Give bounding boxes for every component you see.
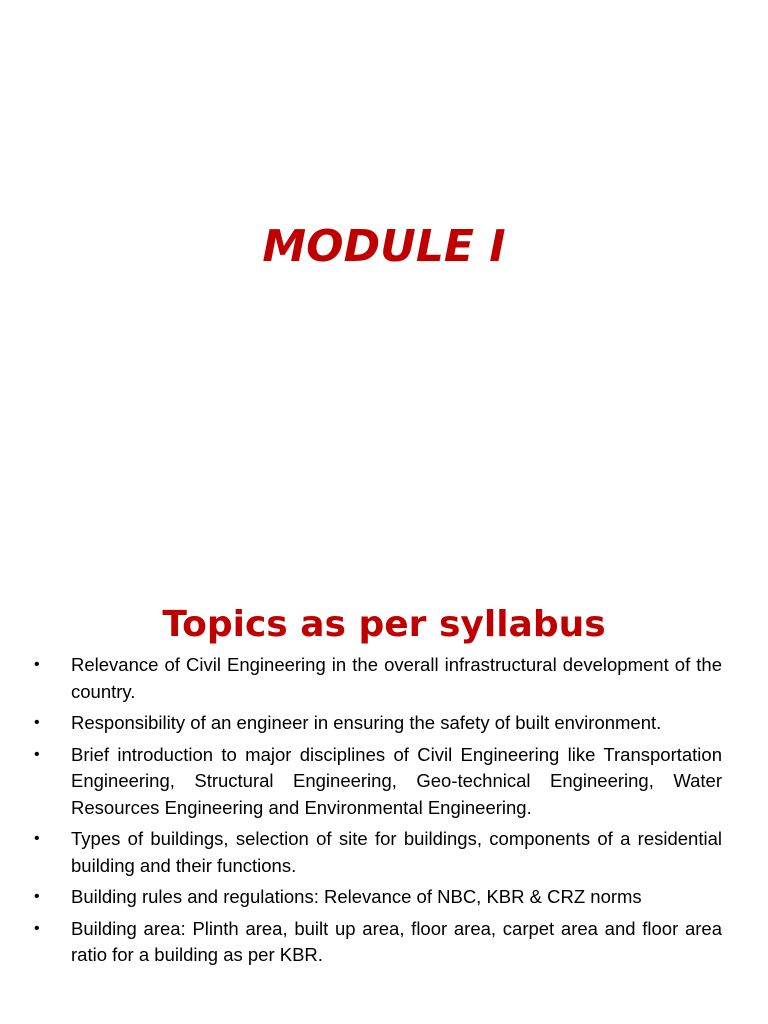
module-title: MODULE I <box>262 221 506 272</box>
list-item <box>34 652 722 705</box>
bullet-icon: • <box>34 888 40 905</box>
bullet-icon: • <box>34 919 40 937</box>
list-item-text: Relevance of Civil Engineering in the overall infrastructural development of the country. <box>71 654 722 702</box>
slide-topics <box>0 576 768 1024</box>
bullet-icon: • <box>34 714 40 731</box>
list-item <box>34 916 722 969</box>
topics-title: Topics as per syllabus <box>162 604 606 645</box>
list-item-text: Types of buildings, selection of site for buildings, components of a residential building and their functions. <box>71 828 722 876</box>
bullet-icon: • <box>34 656 40 673</box>
list-item-text: Brief introduction to major disciplines of Civil Engineering like Transportation Engineering, Structural Engineering, Geo-technical Engineering, Water Resources Engineering and Environmental Engineering. <box>71 743 722 818</box>
bullet-icon: • <box>34 830 40 847</box>
list-item-text: Responsibility of an engineer in ensuring the safety of built environment. <box>71 712 662 733</box>
list-item <box>34 742 722 822</box>
topics-list <box>34 652 722 974</box>
list-item <box>34 826 722 879</box>
list-item <box>34 710 722 737</box>
list-item <box>34 884 722 911</box>
list-item-text: Building rules and regulations: Relevance of NBC, KBR & CRZ norms <box>71 886 642 907</box>
bullet-icon: • <box>34 745 40 763</box>
list-item-text: Building area: Plinth area, built up area, floor area, carpet area and floor area ratio for a building as per KBR. <box>71 917 722 965</box>
